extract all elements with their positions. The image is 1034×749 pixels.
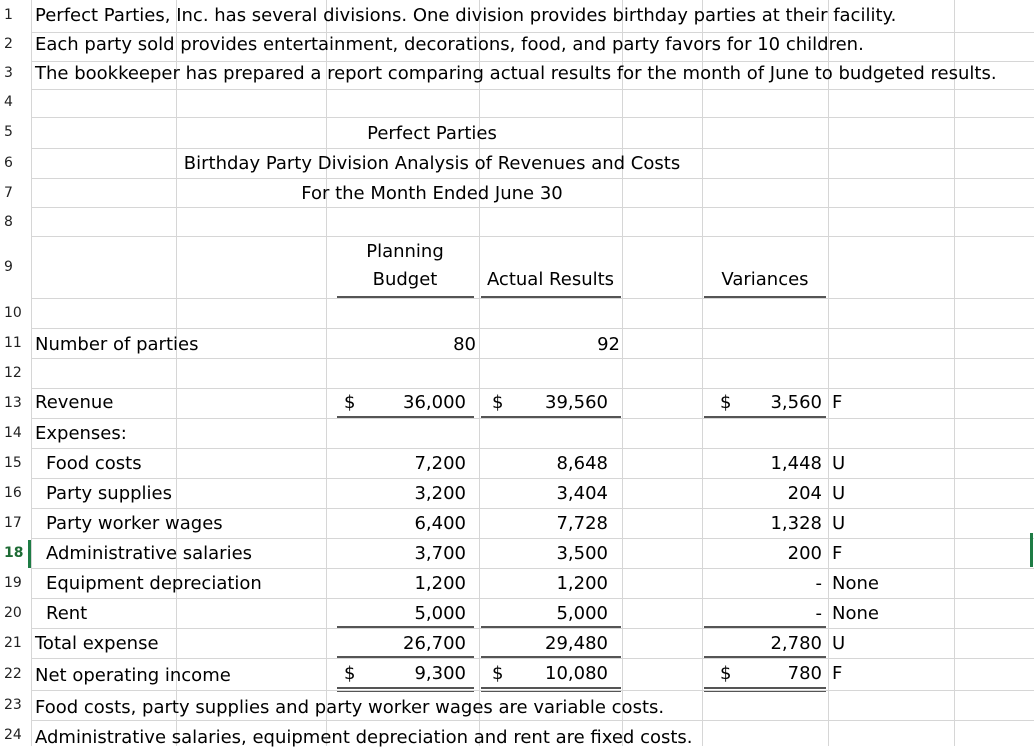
gridline — [31, 538, 1034, 539]
actual-total[interactable]: 29,480 — [545, 633, 608, 654]
row-number[interactable]: 15 — [4, 455, 22, 471]
variance-noi[interactable]: 780 — [787, 663, 822, 684]
actual-noi[interactable]: 10,080 — [545, 663, 608, 684]
label-admin[interactable]: Administrative salaries — [46, 543, 253, 564]
label-depreciation[interactable]: Equipment depreciation — [46, 573, 262, 594]
row-number[interactable]: 19 — [4, 575, 22, 591]
row-number[interactable]: 9 — [4, 259, 13, 275]
gridline — [31, 358, 1034, 359]
flag-rent[interactable]: None — [832, 603, 879, 624]
header-variances[interactable]: Variances — [721, 269, 809, 290]
noi-double-underline — [481, 687, 621, 689]
variance-food[interactable]: 1,448 — [770, 453, 822, 474]
active-row-indicator — [28, 540, 31, 568]
variance-supplies[interactable]: 204 — [787, 483, 822, 504]
gridline — [479, 0, 480, 746]
header-planning-line1[interactable]: Planning — [366, 241, 444, 262]
label-noi[interactable]: Net operating income — [35, 665, 231, 686]
gridline — [622, 0, 623, 746]
actual-food[interactable]: 8,648 — [556, 453, 608, 474]
budget-revenue[interactable]: 36,000 — [403, 392, 466, 413]
report-company[interactable]: Perfect Parties — [367, 123, 497, 144]
flag-admin[interactable]: F — [832, 543, 843, 564]
label-rent[interactable]: Rent — [46, 603, 88, 624]
row-number[interactable]: 4 — [4, 94, 13, 110]
variance-wages[interactable]: 1,328 — [770, 513, 822, 534]
report-title[interactable]: Birthday Party Division Analysis of Revenues and Costs — [183, 153, 681, 174]
actual-admin[interactable]: 3,500 — [556, 543, 608, 564]
gridline — [176, 0, 177, 746]
row-number[interactable]: 16 — [4, 485, 22, 501]
gridline — [828, 0, 829, 746]
gridline — [31, 61, 1034, 62]
budget-parties[interactable]: 80 — [453, 334, 476, 355]
variance-total[interactable]: 2,780 — [770, 633, 822, 654]
gridline — [31, 628, 1034, 629]
gridline — [31, 448, 1034, 449]
gridline — [31, 720, 1034, 721]
total-underline — [704, 656, 826, 658]
label-supplies[interactable]: Party supplies — [46, 483, 172, 504]
row-number[interactable]: 23 — [4, 697, 22, 713]
row-number-active[interactable]: 18 — [4, 545, 24, 561]
row-number[interactable]: 20 — [4, 605, 22, 621]
gridline — [31, 89, 1034, 90]
currency-symbol: $ — [344, 663, 356, 684]
rent-underline — [481, 626, 621, 628]
selection-edge — [1030, 533, 1033, 567]
intro-line-1[interactable]: Perfect Parties, Inc. has several divisions. One division provides birthday parties at their facility. — [35, 5, 897, 26]
flag-supplies[interactable]: U — [832, 483, 846, 504]
noi-double-underline — [337, 687, 474, 689]
row-number[interactable]: 12 — [4, 365, 22, 381]
gridline — [31, 207, 1034, 208]
variance-depreciation[interactable]: - — [815, 573, 822, 594]
noi-double-underline — [481, 691, 621, 692]
gridline — [31, 388, 1034, 389]
gridline — [31, 236, 1034, 237]
row-number[interactable]: 2 — [4, 36, 13, 52]
row-number[interactable]: 24 — [4, 727, 22, 743]
rent-underline — [337, 626, 474, 628]
gridline — [954, 0, 955, 746]
actual-wages[interactable]: 7,728 — [556, 513, 608, 534]
gridline — [326, 0, 327, 746]
currency-symbol: $ — [720, 392, 732, 413]
label-wages[interactable]: Party worker wages — [46, 513, 223, 534]
header-actual[interactable]: Actual Results — [486, 269, 615, 290]
gridline — [702, 0, 703, 746]
revenue-underline — [704, 416, 826, 418]
variance-revenue[interactable]: 3,560 — [770, 392, 822, 413]
label-revenue[interactable]: Revenue — [35, 392, 114, 413]
budget-wages[interactable]: 6,400 — [414, 513, 466, 534]
budget-food[interactable]: 7,200 — [414, 453, 466, 474]
report-period[interactable]: For the Month Ended June 30 — [301, 183, 563, 204]
row-number[interactable]: 11 — [4, 335, 22, 351]
header-underline — [704, 296, 826, 298]
row-number[interactable]: 17 — [4, 515, 22, 531]
flag-noi[interactable]: F — [832, 663, 843, 684]
actual-supplies[interactable]: 3,404 — [556, 483, 608, 504]
actual-revenue[interactable]: 39,560 — [545, 392, 608, 413]
row-number[interactable]: 10 — [4, 305, 22, 321]
label-food[interactable]: Food costs — [46, 453, 142, 474]
variance-rent[interactable]: - — [815, 603, 822, 624]
gridline — [31, 568, 1034, 569]
note-variable-costs[interactable]: Food costs, party supplies and party worker wages are variable costs. — [35, 697, 665, 718]
budget-noi[interactable]: 9,300 — [414, 663, 466, 684]
gridline — [31, 508, 1034, 509]
revenue-underline — [337, 416, 474, 418]
noi-double-underline — [704, 691, 826, 692]
rent-underline — [704, 626, 826, 628]
gridline — [31, 298, 1034, 299]
noi-double-underline — [704, 687, 826, 689]
flag-wages[interactable]: U — [832, 513, 846, 534]
budget-total[interactable]: 26,700 — [403, 633, 466, 654]
flag-depreciation[interactable]: None — [832, 573, 879, 594]
budget-admin[interactable]: 3,700 — [414, 543, 466, 564]
noi-double-underline — [337, 691, 474, 692]
row-number[interactable]: 14 — [4, 425, 22, 441]
note-fixed-costs[interactable]: Administrative salaries, equipment depreciation and rent are fixed costs. — [35, 727, 693, 748]
header-underline — [337, 296, 474, 298]
revenue-underline — [481, 416, 621, 418]
flag-food[interactable]: U — [832, 453, 846, 474]
label-expenses[interactable]: Expenses: — [35, 423, 127, 444]
row-number[interactable]: 21 — [4, 635, 22, 651]
row-number[interactable]: 8 — [4, 214, 13, 230]
row-number[interactable]: 6 — [4, 155, 13, 171]
row-number[interactable]: 3 — [4, 65, 13, 81]
row-number[interactable]: 13 — [4, 395, 22, 411]
gridline — [31, 658, 1034, 659]
currency-symbol: $ — [344, 392, 356, 413]
gridline — [31, 598, 1034, 599]
label-total[interactable]: Total expense — [35, 633, 159, 654]
flag-revenue[interactable]: F — [832, 392, 843, 413]
budget-supplies[interactable]: 3,200 — [414, 483, 466, 504]
actual-rent[interactable]: 5,000 — [556, 603, 608, 624]
row-number[interactable]: 22 — [4, 666, 22, 682]
gridline — [31, 328, 1034, 329]
budget-depreciation[interactable]: 1,200 — [414, 573, 466, 594]
row-number[interactable]: 5 — [4, 124, 13, 140]
flag-total[interactable]: U — [832, 633, 846, 654]
gridline — [31, 32, 1034, 33]
gridline — [31, 148, 1034, 149]
intro-line-2[interactable]: Each party sold provides entertainment, decorations, food, and party favors for 10 children. — [35, 34, 864, 55]
budget-rent[interactable]: 5,000 — [414, 603, 466, 624]
actual-depreciation[interactable]: 1,200 — [556, 573, 608, 594]
label-parties[interactable]: Number of parties — [35, 334, 199, 355]
variance-admin[interactable]: 200 — [787, 543, 822, 564]
row-number[interactable]: 1 — [4, 7, 13, 23]
intro-line-3[interactable]: The bookkeeper has prepared a report comparing actual results for the month of June to budgeted results. — [35, 63, 997, 84]
currency-symbol: $ — [492, 392, 504, 413]
row-number[interactable]: 7 — [4, 185, 13, 201]
header-planning-line2[interactable]: Budget — [372, 269, 438, 290]
gridline — [31, 478, 1034, 479]
currency-symbol: $ — [492, 663, 504, 684]
total-underline — [481, 656, 621, 658]
gridline — [31, 117, 1034, 118]
gridline — [31, 418, 1034, 419]
header-underline — [481, 296, 621, 298]
gridline — [31, 178, 1034, 179]
actual-parties[interactable]: 92 — [597, 334, 620, 355]
currency-symbol: $ — [720, 663, 732, 684]
total-underline — [337, 656, 474, 658]
